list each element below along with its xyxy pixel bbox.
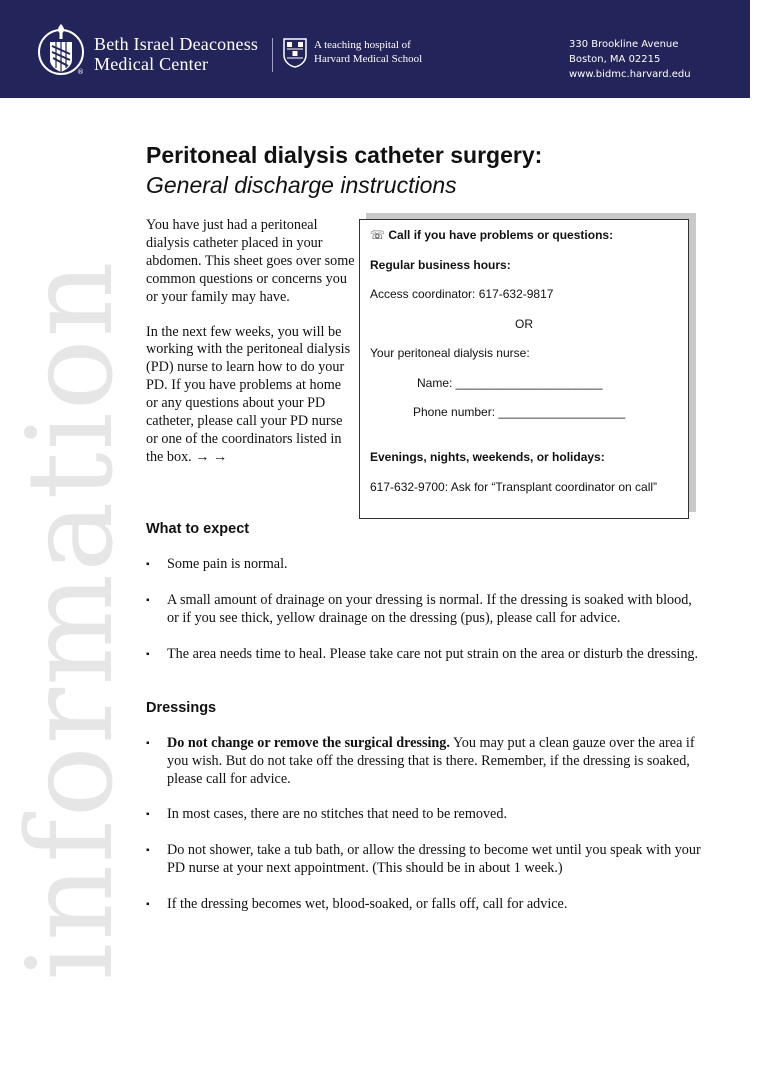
address-line2: Boston, MA 02215 (569, 54, 661, 65)
address-line1: 330 Brookline Avenue (569, 39, 679, 50)
bullet-icon: ▪ (146, 845, 150, 856)
name-field: Name: ______________________ (417, 376, 603, 390)
registered-mark: ® (77, 68, 84, 76)
dressings-heading: Dressings (146, 700, 217, 716)
what-to-expect-heading: What to expect (146, 521, 250, 537)
teaching-hospital-text (314, 38, 422, 66)
org-name-line1: Beth Israel Deaconess (94, 34, 259, 54)
list-item-text: A small amount of drainage on your dressing is normal. If the dressing is soaked with blood, or if you see thick, yellow drainage on the dressing (pus), please call for advice. (167, 592, 692, 626)
list-item-text: Do not shower, take a tub bath, or allow the dressing to become wet until you speak with your PD nurse at your next appointment. (This should be in about 1 week.) (167, 842, 701, 876)
list-item-text: The area needs time to heal. Please take care not put strain on the area or disturb the dressing. (167, 646, 699, 662)
intro-text (146, 217, 356, 484)
pd-nurse-label: Your peritoneal dialysis nurse: (370, 346, 530, 360)
list-item-text: If the dressing becomes wet, blood-soaked, or falls off, call for advice. (167, 896, 568, 912)
business-hours-label: Regular business hours: (370, 258, 511, 272)
list-item-rest-text: You may put a clean gauze over the area if you wish. But do not take off the dressing that is there. Remember, if the dressing is soaked, please call for advice. (167, 735, 695, 787)
list-item (146, 735, 706, 789)
list-item (146, 556, 706, 574)
header-banner (0, 0, 750, 98)
page-subtitle: General discharge instructions (146, 172, 457, 198)
list-item-bold-text: Do not change or remove the surgical dressing. (167, 735, 450, 751)
bullet-icon: ▪ (146, 899, 150, 910)
information-watermark: information (1, 259, 139, 981)
header-divider (272, 38, 273, 72)
phone-number-field: Phone number: ___________________ (413, 405, 626, 419)
list-item (146, 592, 706, 628)
list-item (146, 896, 706, 914)
contact-heading (370, 228, 613, 242)
list-item (146, 842, 706, 878)
website: www.bidmc.harvard.edu (569, 69, 691, 80)
intro-paragraph-1: You have just had a peritoneal dialysis catheter placed in your abdomen. This sheet goes over some common questions or concerns you or your family may have. (146, 217, 355, 305)
harvard-shield-icon (283, 38, 307, 68)
list-item-text: In most cases, there are no stitches that need to be removed. (167, 806, 507, 822)
teaching-line1: A teaching hospital of (314, 39, 411, 51)
bullet-icon: ▪ (146, 809, 150, 820)
after-hours-label: Evenings, nights, weekends, or holidays: (370, 450, 605, 464)
page-title: Peritoneal dialysis catheter surgery: (146, 142, 543, 168)
bullet-icon: ▪ (146, 559, 150, 570)
bullet-icon: ▪ (146, 595, 150, 606)
org-name-line2: Medical Center (94, 54, 209, 74)
phone-icon: ☏ (370, 228, 386, 242)
list-item-text (167, 735, 706, 789)
list-item-text: Some pain is normal. (167, 556, 288, 572)
intro-paragraph-2: In the next few weeks, you will be working with the peritoneal dialysis (PD) nurse to learn how to do your PD. If you have problems at home or any questions about your PD catheter, please call your PD nurse or one of the coordinators listed in the box. → → (146, 323, 351, 465)
contact-box (359, 219, 689, 519)
address-block (569, 37, 691, 82)
contact-heading-text: Call if you have problems or questions: (388, 228, 614, 242)
after-hours-number: 617-632-9700: Ask for “Transplant coordinator on call” (370, 480, 658, 494)
bullet-icon: ▪ (146, 738, 150, 749)
teaching-line2: Harvard Medical School (314, 53, 423, 65)
bullet-icon: ▪ (146, 649, 150, 660)
or-separator: OR (515, 317, 533, 331)
list-item (146, 646, 706, 664)
access-coordinator: Access coordinator: 617-632-9817 (370, 287, 554, 301)
list-item (146, 806, 706, 824)
org-name (94, 34, 258, 74)
